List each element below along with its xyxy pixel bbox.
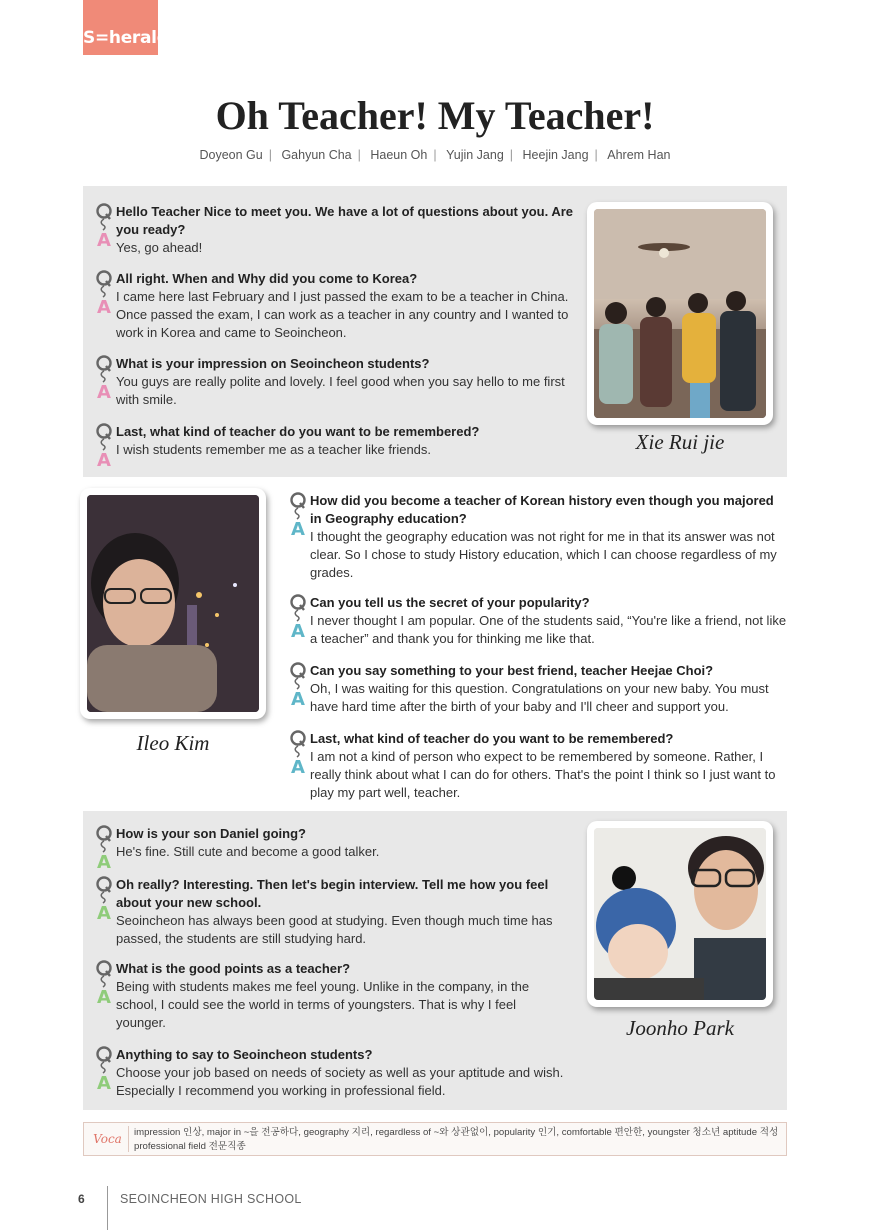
portrait-image [594, 828, 766, 1000]
author-name: Gahyun Cha [281, 148, 352, 162]
author-name: Yujin Jang [446, 148, 504, 162]
question-text: How is your son Daniel going? [116, 826, 306, 841]
qa-marker-icon [96, 423, 114, 467]
herald-logo: S=herald [83, 0, 158, 55]
answer-text: I came here last February and I just passed the exam to be a teacher in China. Once passed the exam, I can work as a teacher in any country and I wanted to work in Korea and came to Seoincheon. [116, 289, 569, 340]
question-text: What is your impression on Seoincheon students? [116, 356, 430, 371]
page-title: Oh Teacher! My Teacher! [215, 93, 655, 138]
photo-joonho-park [587, 821, 773, 1007]
answer-text: You guys are really polite and lovely. I feel good when you say hello to me first with smile. [116, 374, 565, 407]
svg-text:A: A [291, 519, 305, 536]
svg-text:A: A [291, 689, 305, 706]
answer-text: I never thought I am popular. One of the students said, “You're like a friend, not like a teacher” and thank you for thinking me like that. [310, 613, 787, 646]
qa-marker-icon [290, 594, 308, 638]
qa-item [97, 203, 578, 257]
teacher-name-caption: Ileo Kim [136, 731, 210, 755]
svg-text:A: A [97, 297, 111, 314]
svg-text:A: A [97, 1073, 111, 1090]
answer-text: Choose your job based on needs of society as well as your aptitude and wish. Especially I recommend you working in professional field. [116, 1065, 564, 1098]
voca-label: Voca [87, 1126, 129, 1152]
svg-text:A: A [291, 621, 305, 638]
author-name: Doyeon Gu [199, 148, 263, 162]
question-text: Anything to say to Seoincheon students? [116, 1047, 373, 1062]
qa-item [97, 825, 578, 869]
qa-marker-icon [96, 1046, 114, 1090]
svg-text:A: A [97, 230, 111, 247]
qa-item [291, 594, 788, 648]
qa-marker-icon [290, 492, 308, 536]
answer-text: He's fine. Still cute and become a good talker. [116, 844, 380, 859]
qa-item [97, 960, 561, 1032]
portrait-image [87, 495, 259, 712]
answer-text: Seoincheon has always been good at studying. Even though much time has passed, the students are still studying hard. [116, 913, 553, 946]
qa-item [97, 423, 578, 467]
teacher-name-caption: Xie Rui jie [635, 430, 725, 454]
question-text: How did you become a teacher of Korean history even though you majored in Geography education? [310, 493, 774, 526]
svg-text:A: A [97, 903, 111, 920]
question-text: Hello Teacher Nice to meet you. We have a lot of questions about you. Are you ready? [116, 204, 574, 237]
photo-xie-rui-jie [587, 202, 773, 425]
qa-item [291, 730, 788, 802]
author-name: Heejin Jang [522, 148, 589, 162]
qa-marker-icon [290, 662, 308, 706]
footer-divider [107, 1186, 108, 1230]
qa-marker-icon [96, 203, 114, 247]
answer-text: Oh, I was waiting for this question. Congratulations on your new baby. You must have hard time after the birth of your baby and I'll cheer and support you. [310, 681, 769, 714]
question-text: All right. When and Why did you come to Korea? [116, 271, 418, 286]
answer-text: I am not a kind of person who expect to be remembered by someone. Rather, I really think about what I can do for others. That's the point I think so I just want to play my part well, teacher. [310, 749, 776, 800]
svg-text:A: A [291, 757, 305, 774]
author-name: Ahrem Han [607, 148, 671, 162]
question-text: What is the good points as a teacher? [116, 961, 351, 976]
group-photo-image [594, 209, 766, 418]
school-name: SEOINCHEON HIGH SCHOOL [120, 1192, 302, 1206]
question-text: Last, what kind of teacher do you want to be remembered? [116, 424, 480, 439]
answer-text: Yes, go ahead! [116, 240, 203, 255]
author-list: Doyeon Gu | Gahyun Cha | Haeun Oh | Yujin Jang | Heejin Jang | Ahrem Han [0, 148, 870, 162]
question-text: Oh really? Interesting. Then let's begin interview. Tell me how you feel about your new school. [116, 877, 549, 910]
svg-text:A: A [97, 852, 111, 869]
photo-ileo-kim [80, 488, 266, 719]
answer-text: I wish students remember me as a teacher like friends. [116, 442, 432, 457]
qa-item [97, 1046, 578, 1100]
qa-marker-icon [96, 825, 114, 869]
question-text: Can you tell us the secret of your popularity? [310, 595, 590, 610]
svg-text:A: A [97, 987, 111, 1004]
teacher-name-caption: Joonho Park [626, 1016, 734, 1040]
page-number: 6 [78, 1192, 85, 1206]
voca-text: impression 인상, major in ~을 전공하다, geography 지리, regardless of ~와 상관없이, popularity 인기, comfortable 편안한, youngster 청소년 aptitude 적성 professional field 전문직종 [134, 1127, 779, 1152]
question-text: Last, what kind of teacher do you want to be remembered? [310, 731, 674, 746]
qa-item [97, 876, 578, 948]
qa-item [291, 492, 788, 582]
qa-marker-icon [96, 355, 114, 399]
qa-marker-icon [290, 730, 308, 774]
qa-marker-icon [96, 876, 114, 920]
qa-item [291, 662, 788, 716]
answer-text: I thought the geography education was not right for me in that its answer was not clear. So I chose to study History education, which I can choose regardless of my grades. [310, 529, 777, 580]
qa-marker-icon [96, 960, 114, 1004]
qa-marker-icon [96, 270, 114, 314]
author-name: Haeun Oh [370, 148, 428, 162]
question-text: Can you say something to your best friend, teacher Heejae Choi? [310, 663, 714, 678]
qa-item [97, 355, 578, 409]
vocabulary-box [83, 1122, 787, 1156]
svg-text:A: A [97, 450, 111, 467]
qa-item [97, 270, 578, 342]
svg-text:A: A [97, 382, 111, 399]
answer-text: Being with students makes me feel young. Unlike in the company, in the school, I could see the world in terms of youngsters. That is why I feel younger. [116, 979, 530, 1030]
